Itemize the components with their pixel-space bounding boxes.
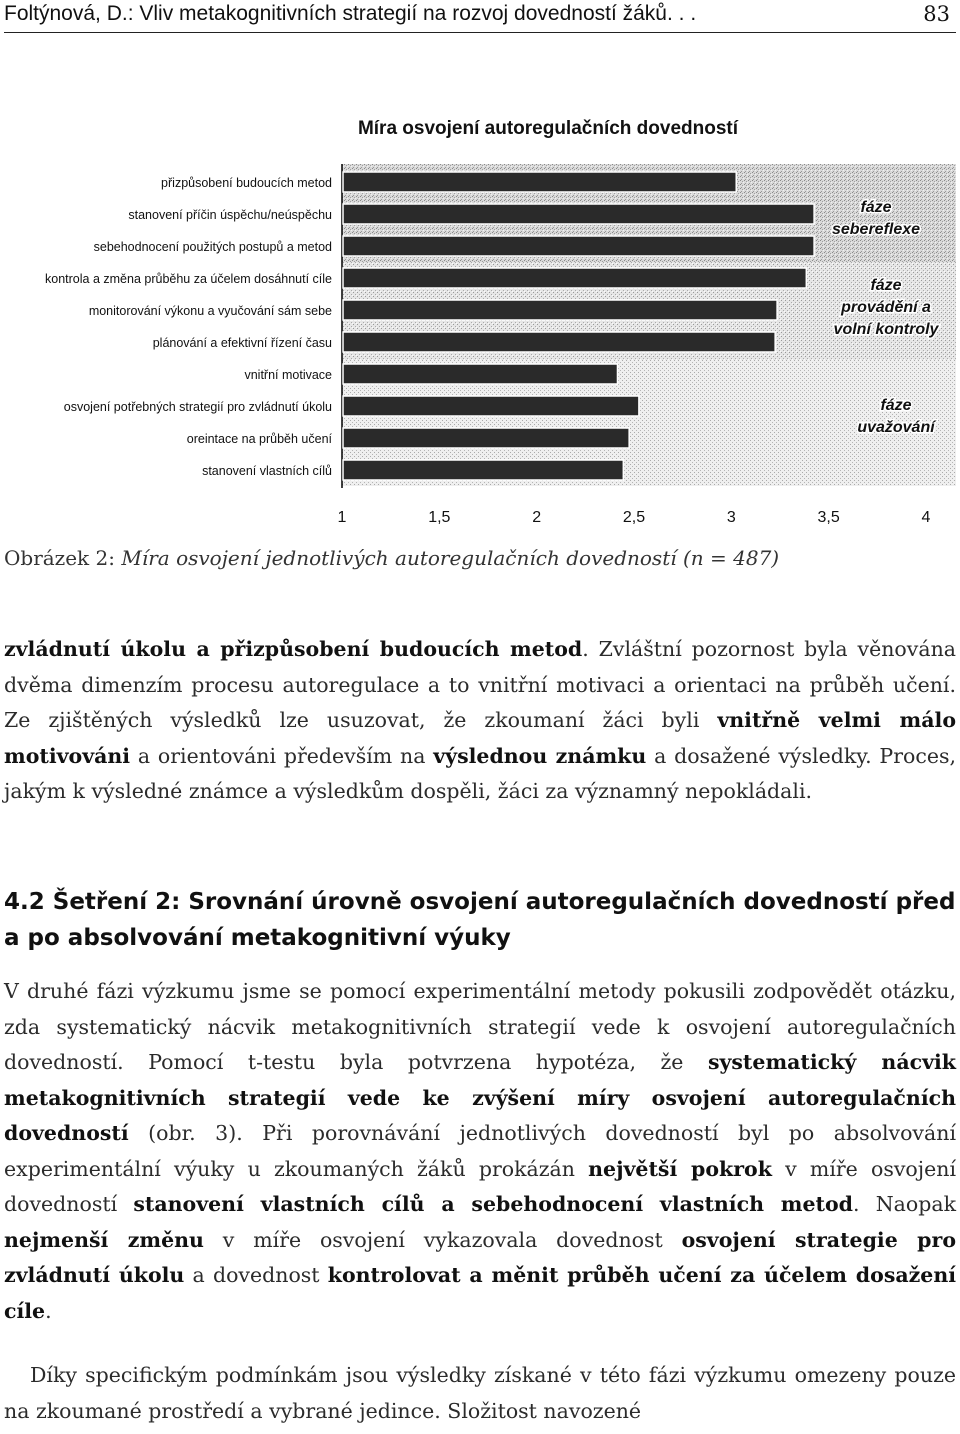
caption-prefix: Obrázek 2: [4, 546, 122, 570]
paragraph-1 [4, 632, 956, 810]
text-run: . [45, 1298, 52, 1323]
category-label: oreintace na průběh učení [186, 432, 332, 446]
phase-annotation-line: fáze [860, 199, 892, 216]
bar [343, 428, 629, 448]
bar [343, 460, 623, 480]
x-tick-label: 4 [921, 509, 931, 526]
bar [343, 204, 814, 224]
x-tick-label: 3 [726, 509, 736, 526]
bar [343, 300, 777, 320]
running-title: Foltýnová, D.: Vliv metakognitivních strategií na rozvoj dovedností žáků. . . [4, 2, 697, 25]
text-run: a dovednost [184, 1263, 328, 1287]
paragraph-3 [4, 1358, 956, 1429]
paragraph-2 [4, 974, 956, 1329]
phase-annotation-line: volní kontroly [833, 321, 939, 338]
category-label: osvojení potřebných strategií pro zvládnutí úkolu [63, 400, 332, 414]
text-run: v míře osvojení vykazovala dovednost [203, 1227, 682, 1252]
x-tick-label: 3,5 [817, 509, 840, 526]
running-header [4, 2, 954, 32]
category-label: vnitřní motivace [244, 368, 332, 382]
emphasis-text: kontrolovat a měnit průběh učení za účelem dosažení cíle [4, 1263, 957, 1323]
bar [343, 364, 617, 384]
bar [343, 332, 775, 352]
category-label: stanovení vlastních cílů [202, 464, 332, 478]
phase-annotation-line: uvažování [857, 419, 935, 436]
emphasis-text: nejmenší změnu [4, 1227, 204, 1252]
x-tick-label: 2,5 [622, 509, 646, 526]
text-run: a dosažené výsledky. Proces, jakým k výsledné známce a výsledkům dospěli, žáci za významný nepokládali. [4, 743, 957, 803]
text-run: . Zvláštní pozornost byla věnována dvěma dimenzím procesu autoregulace a to vnitřní motivaci a orientaci na průběh učení. Ze zjištěných výsledků lze usuzovat, že zkoumaní žáci byli [4, 637, 956, 732]
category-label: stanovení příčin úspěchu/neúspěchu [128, 208, 332, 222]
emphasis-text: největší pokrok [588, 1156, 772, 1181]
bar-chart [0, 100, 960, 540]
chart-title: Míra osvojení autoregulačních dovedností [357, 118, 739, 139]
x-tick-label: 1 [337, 509, 347, 526]
emphasis-text: vnitřně velmi málo motivováni [4, 708, 956, 768]
bar [343, 268, 806, 288]
text-run: v míře osvojení dovedností [4, 1156, 957, 1216]
phase-annotation-line: fáze [870, 277, 902, 294]
bar [343, 236, 814, 256]
category-label: plánování a efektivní řízení času [152, 336, 332, 350]
figure-caption [4, 546, 779, 570]
phase-annotation-line: sebereflexe [831, 221, 921, 238]
phase-annotation-line: fáze [880, 397, 912, 414]
text-run: (obr. 3). Při porovnávání jednotlivých dovedností byl po absolvování experimentální výuky u zkoumaných žáků prokázán [4, 1121, 956, 1181]
section-heading: 4.2 Šetření 2: Srovnání úrovně osvojení autoregulačních dovedností před a po absolvování metakognitivní výuky [4, 889, 956, 951]
emphasis-text: systematický nácvik metakognitivních strategií vede ke zvýšení míry osvojení autoregulačních dovedností [4, 1050, 956, 1145]
bar [343, 172, 736, 192]
caption-text: Míra osvojení jednotlivých autoregulačních dovedností (n = 487) [121, 546, 780, 570]
text-run: Díky specifickým podmínkám jsou výsledky získané v této fázi výzkumu omezeny pouze na zkoumané prostředí a vybrané jedince. Složitost navozené [4, 1363, 956, 1423]
page-number: 83 [923, 2, 950, 26]
text-run: . Naopak [853, 1192, 956, 1216]
emphasis-text: výslednou známku [433, 743, 647, 768]
category-label: sebehodnocení použitých postupů a metod [93, 240, 332, 254]
emphasis-text: zvládnutí úkolu a přizpůsobení budoucích metod [4, 637, 583, 661]
phase-annotation-line: provádění a [841, 299, 931, 316]
emphasis-text: stanovení vlastních cílů a sebehodnocení vlastních metod [133, 1192, 854, 1216]
category-label: kontrola a změna průběhu za účelem dosáhnutí cíle [45, 272, 332, 286]
text-run: a orientováni především na [130, 743, 434, 768]
emphasis-text: osvojení strategie pro zvládnutí úkolu [4, 1227, 956, 1287]
x-tick-label: 2 [532, 509, 542, 526]
x-tick-label: 1,5 [428, 509, 451, 526]
header-rule [4, 32, 956, 33]
category-label: přizpůsobení budoucích metod [161, 176, 332, 190]
text-run: V druhé fázi výzkumu jsme se pomocí experimentální metody pokusili zodpovědět otázku, zda systematický nácvik metakognitivních strategií vede k osvojení autoregulačních dovedností. Pomocí t-testu byla potvrzena hypotéza, že [4, 979, 956, 1074]
bar [343, 396, 639, 416]
category-label: monitorování výkonu a vyučování sám sebe [88, 304, 332, 318]
